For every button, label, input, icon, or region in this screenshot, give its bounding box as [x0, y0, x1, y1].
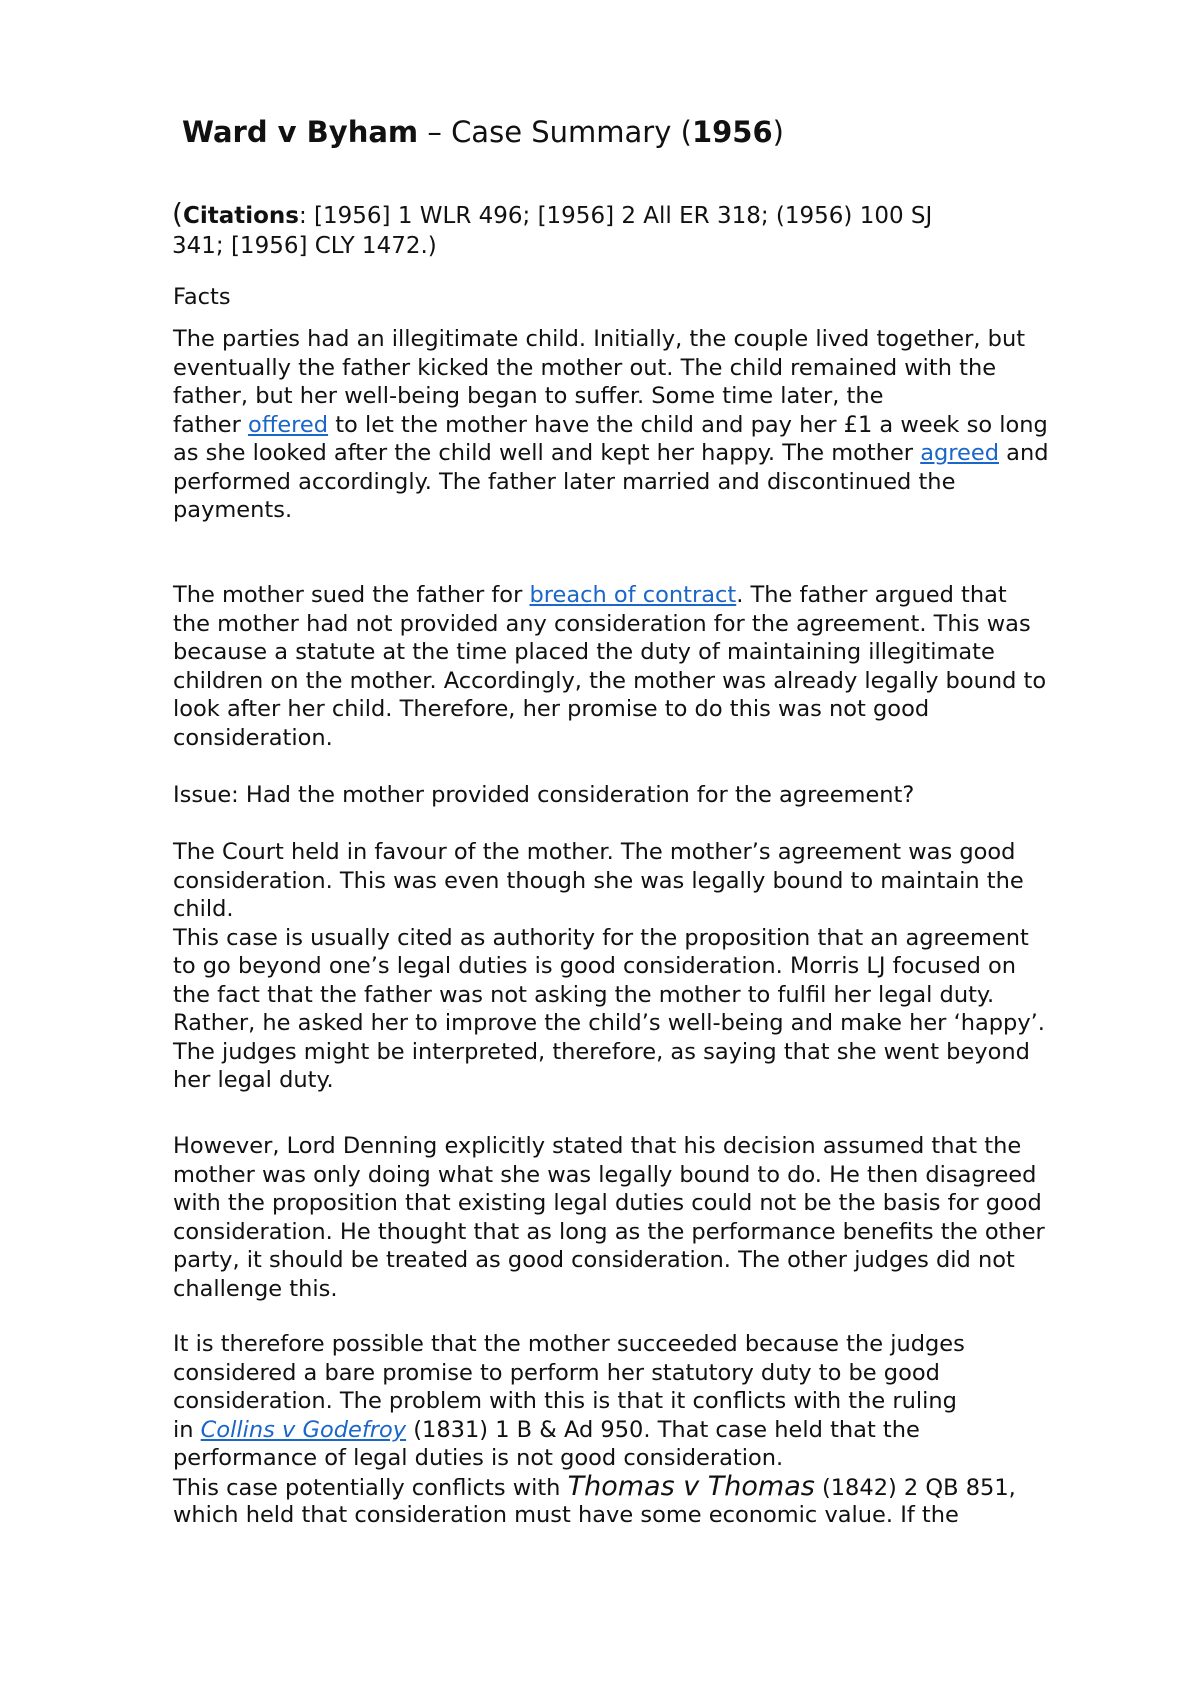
conclusion-paragraph — [173, 1330, 1016, 1530]
facts-line: payments. — [173, 497, 293, 523]
title-year: 1956 — [691, 115, 773, 149]
held-line: her legal duty. — [173, 1067, 334, 1093]
conclusion-line: consideration. The problem with this is that it conflicts with the ruling — [173, 1388, 957, 1414]
denning-line: with the proposition that existing legal duties could not be the basis for good — [173, 1190, 1042, 1216]
citations-text-line2: 341; [1956] CLY 1472.) — [172, 233, 437, 259]
sued-line: the mother had not provided any consideration for the agreement. This was — [173, 610, 1031, 637]
conclusion-line: It is therefore possible that the mother succeeded because the judges — [173, 1331, 965, 1357]
facts-text: and — [999, 440, 1049, 466]
link-breach-of-contract[interactable]: breach of contract — [529, 582, 737, 608]
conclusion-line: which held that consideration must have some economic value. If the — [173, 1502, 959, 1528]
held-line: to go beyond one’s legal duties is good consideration. Morris LJ focused on — [173, 953, 1017, 979]
facts-heading: Facts — [173, 284, 231, 310]
title-label: Case Summary ( — [451, 115, 692, 149]
conclusion-line: considered a bare promise to perform her statutory duty to be good — [173, 1359, 940, 1386]
link-offered[interactable]: offered — [248, 411, 329, 438]
page-title — [182, 112, 784, 152]
denning-line: mother was only doing what she was legally bound to do. He then disagreed — [173, 1161, 1037, 1188]
link-agreed[interactable]: agreed — [920, 440, 999, 466]
held-paragraph — [173, 838, 1045, 1095]
held-line: The Court held in favour of the mother. The mother’s agreement was good — [173, 839, 1016, 865]
facts-line: eventually the father kicked the mother out. The child remained with the — [173, 354, 997, 381]
facts-paragraph — [173, 325, 1048, 525]
sued-line: because a statute at the time placed the duty of maintaining illegitimate — [173, 639, 995, 665]
citations-text-line1: : [1956] 1 WLR 496; [1956] 2 All ER 318; (1956) 100 SJ — [298, 203, 933, 229]
conclusion-text: (1842) 2 QB 851, — [814, 1474, 1016, 1501]
denning-paragraph — [173, 1132, 1045, 1303]
sued-line: consideration. — [173, 724, 333, 751]
denning-line: consideration. He thought that as long as the performance benefits the other — [173, 1218, 1045, 1245]
conclusion-text: in — [173, 1416, 201, 1443]
held-line: The judges might be interpreted, therefore, as saying that she went beyond — [173, 1038, 1030, 1065]
held-line: consideration. This was even though she was legally bound to maintain the — [173, 867, 1024, 894]
denning-line: party, it should be treated as good consideration. The other judges did not — [173, 1247, 1015, 1273]
facts-line: The parties had an illegitimate child. Initially, the couple lived together, but — [173, 326, 1026, 352]
facts-text: to let the mother have the child and pay her £1 a week so long — [328, 411, 1048, 438]
case-name-thomas-v-thomas: Thomas v Thomas — [567, 1470, 815, 1502]
conclusion-text: This case potentially conflicts with — [173, 1474, 568, 1501]
sued-text: . The father argued that — [736, 582, 1007, 608]
denning-line: However, Lord Denning explicitly stated that his decision assumed that the — [173, 1133, 1022, 1159]
conclusion-line: performance of legal duties is not good consideration. — [173, 1445, 784, 1471]
citations-open-paren: ( — [172, 197, 183, 230]
sued-line: children on the mother. Accordingly, the mother was already legally bound to — [173, 667, 1047, 694]
held-line: Rather, he asked her to improve the child’s well-being and make her ‘happy’. — [173, 1010, 1045, 1036]
conclusion-text: (1831) 1 B & Ad 950. That case held that the — [406, 1416, 920, 1443]
citations-block — [172, 198, 932, 262]
denning-line: challenge this. — [173, 1275, 338, 1302]
sued-paragraph — [173, 581, 1046, 752]
issue-statement: Issue: Had the mother provided consideration for the agreement? — [173, 782, 915, 808]
held-line: the fact that the father was not asking the mother to fulfil her legal duty. — [173, 981, 995, 1008]
held-line: This case is usually cited as authority for the proposition that an agreement — [173, 924, 1029, 951]
citations-label: Citations — [182, 203, 299, 229]
facts-text: as she looked after the child well and kept her happy. The mother — [173, 440, 921, 466]
facts-line: father, but her well-being began to suffer. Some time later, the — [173, 383, 884, 409]
held-line: child. — [173, 896, 234, 922]
title-close: ) — [772, 115, 784, 149]
title-separator: – — [418, 115, 452, 149]
title-case-name: Ward v Byham — [182, 115, 419, 149]
facts-line: performed accordingly. The father later married and discontinued the — [173, 468, 956, 495]
link-collins-v-godefroy[interactable]: Collins v Godefroy — [200, 1416, 407, 1443]
sued-text: The mother sued the father for — [173, 582, 530, 608]
sued-line: look after her child. Therefore, her promise to do this was not good — [173, 696, 930, 722]
facts-text: father — [173, 411, 249, 438]
